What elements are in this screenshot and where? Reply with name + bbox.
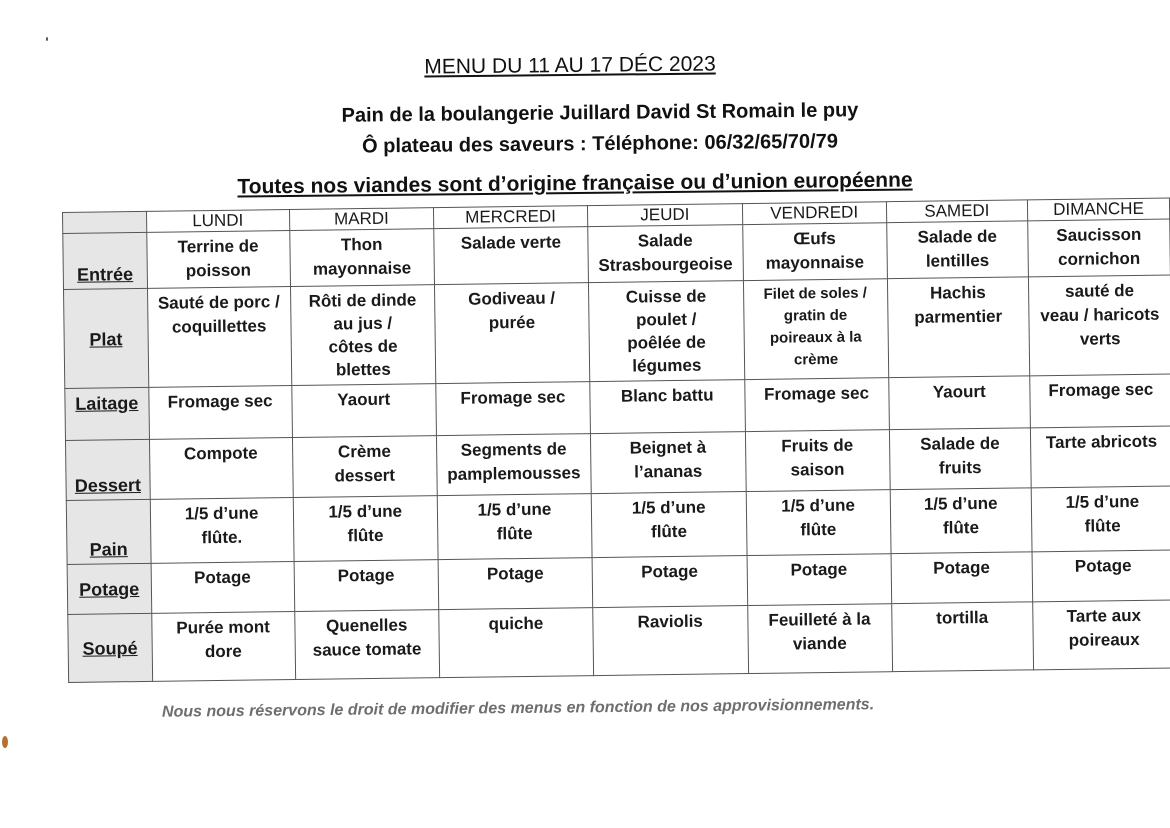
row-label: Pain	[66, 499, 150, 564]
row-label: Entrée	[63, 232, 147, 289]
menu-cell: Crème dessert	[292, 436, 437, 498]
menu-cell: 1/5 d’une flûte	[1031, 486, 1170, 552]
menu-cell: Cuisse de poulet / poêlée de légumes	[589, 281, 745, 382]
corner-cell	[63, 211, 147, 233]
menu-cell: Potage	[1032, 550, 1170, 602]
menu-cell: Compote	[149, 438, 293, 500]
menu-cell: Rôti de dinde au jus / côtes de blettes	[290, 285, 435, 386]
day-header: MERCREDI	[433, 206, 587, 229]
menu-cell: Terrine de poisson	[146, 231, 290, 289]
menu-cell: Fromage sec	[436, 382, 591, 436]
menu-cell: Potage	[891, 552, 1033, 604]
menu-cell: Fromage sec	[1030, 374, 1170, 428]
scan-speck	[46, 37, 48, 41]
menu-cell: Filet de soles / gratin de poireaux à la crème	[743, 279, 888, 380]
menu-cell: Potage	[294, 560, 439, 612]
menu-cell: Godiveau / purée	[434, 283, 589, 384]
menu-cell: 1/5 d’une flûte	[437, 494, 592, 560]
row-label: Laitage	[65, 387, 149, 440]
menu-cell: Salade de fruits	[889, 428, 1031, 490]
footnote: Nous nous réservons le droit de modifier des menus en fonction de nos approvisionnements.	[161, 696, 875, 721]
day-header: VENDREDI	[742, 202, 886, 225]
menu-cell: Saucisson cornichon	[1028, 219, 1170, 277]
menu-cell: Potage	[151, 561, 295, 613]
row-label: Plat	[64, 288, 149, 388]
menu-cell: Fromage sec	[744, 378, 889, 432]
menu-cell: Feuilleté à la viande	[747, 604, 892, 674]
menu-cell: Tarte abricots	[1030, 426, 1170, 488]
menu-cell: Tarte aux poireaux	[1033, 600, 1170, 670]
day-header: LUNDI	[146, 210, 289, 233]
menu-cell: Salade Strasbourgeoise	[588, 225, 743, 283]
weekly-menu-table	[62, 197, 1170, 682]
menu-cell: tortilla	[891, 602, 1033, 672]
menu-cell: Salade verte	[434, 227, 589, 285]
day-header: SAMEDI	[886, 200, 1027, 223]
day-header: MARDI	[289, 208, 433, 231]
row-label: Potage	[67, 563, 151, 614]
menu-cell: Potage	[438, 558, 593, 610]
phone-line: Ô plateau des saveurs : Téléphone: 06/32/65/70/79	[362, 130, 838, 158]
menu-cell: Fruits de saison	[745, 430, 890, 492]
menu-cell: 1/5 d’une flûte	[591, 492, 746, 558]
bakery-line: Pain de la boulangerie Juillard David St Romain le puy	[341, 99, 859, 127]
menu-cell: quiche	[439, 608, 594, 678]
menu-cell: Purée mont dore	[151, 611, 295, 681]
menu-cell: 1/5 d’une flûte	[293, 496, 438, 562]
menu-cell: Thon mayonnaise	[289, 229, 434, 287]
menu-cell: 1/5 d’une flûte	[890, 488, 1032, 554]
menu-cell: Potage	[747, 554, 892, 606]
menu-cell: 1/5 d’une flûte.	[150, 498, 294, 564]
menu-cell: Raviolis	[593, 606, 748, 676]
menu-cell: sauté de veau / haricots verts	[1028, 275, 1170, 376]
menu-row-plat	[64, 275, 1170, 388]
menu-cell: Quenelles sauce tomate	[294, 610, 439, 680]
menu-cell: Hachis parmentier	[887, 277, 1030, 378]
menu-title: MENU DU 11 AU 17 DÉC 2023	[424, 52, 716, 79]
menu-cell: Segments de pamplemousses	[436, 434, 591, 496]
day-header: DIMANCHE	[1027, 198, 1169, 221]
scan-speck	[2, 736, 8, 748]
row-label: Dessert	[65, 439, 149, 500]
menu-cell: Beignet à l’ananas	[591, 432, 746, 494]
day-header: JEUDI	[588, 204, 743, 227]
origin-notice: Toutes nos viandes sont d’origine française ou d’union européenne	[237, 168, 913, 199]
menu-cell: Sauté de porc / coquillettes	[147, 287, 291, 388]
row-label: Soupé	[68, 613, 152, 682]
menu-cell: Fromage sec	[148, 386, 292, 440]
menu-row-soupe	[68, 600, 1170, 682]
menu-cell: 1/5 d’une flûte	[746, 490, 891, 556]
menu-cell: Potage	[592, 556, 747, 608]
menu-cell: Salade de lentilles	[886, 221, 1028, 279]
menu-cell: Yaourt	[888, 376, 1030, 430]
menu-cell: Yaourt	[291, 384, 436, 438]
menu-cell: Œufs mayonnaise	[742, 223, 887, 281]
menu-cell: Blanc battu	[590, 380, 745, 434]
